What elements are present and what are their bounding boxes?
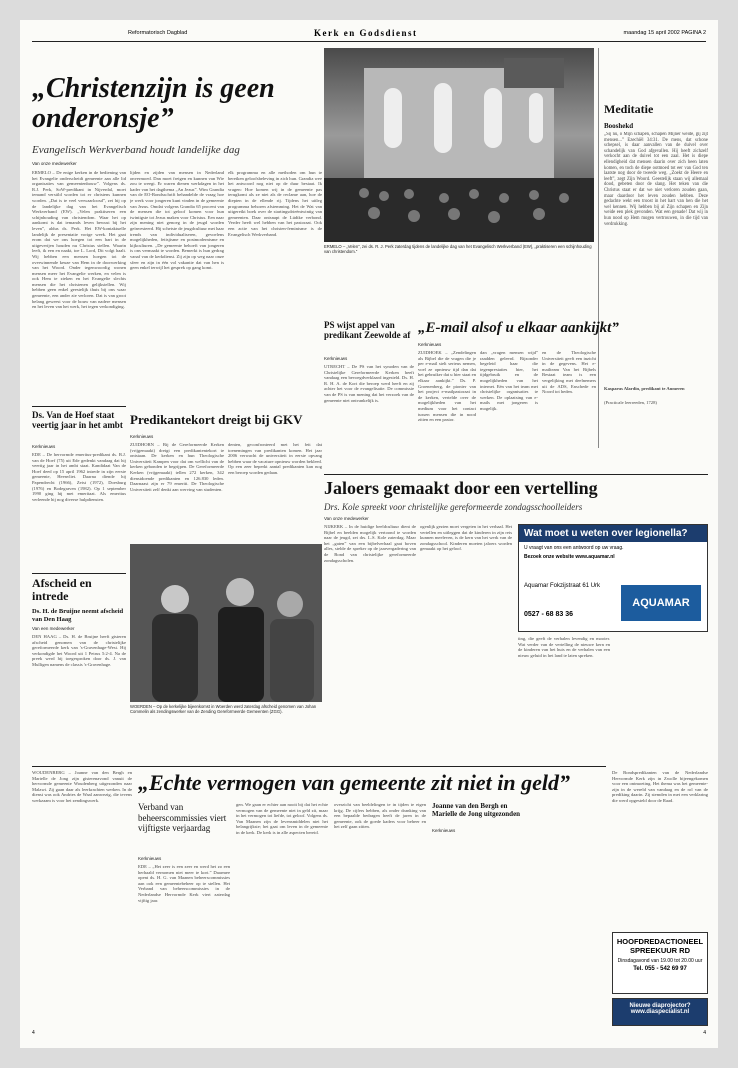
article9-subhead: Verband van beheerscommissies viert vijftigste verjaardag [138,802,227,833]
article1-byline: Van onze medewerker [32,161,77,166]
meditatie-year: (Practicale leerreeden, 1728) [604,400,657,405]
legionella-ad [518,524,708,632]
article4-byline: Kerknieuws [432,828,456,833]
article3-subhead: Ds. H. de Bruijne neemt afscheid van Den Haag [32,608,124,623]
meditatie-author: Kasparus Alardin, predikant te Anmeren [604,386,685,391]
article7-headline: „E-mail alsof u elkaar aankijkt” [418,320,619,336]
article7-col3: en de Theologische Universiteit geeft een inzicht in de gegevens. Het e-mailteam Van het Bijbels Bestaat team is een vergelijking met deelnemers uit de ADS, Enschede en Noord tot heden. [542,350,596,395]
article1-col2: lijden en zijden van mensen in Nederland onvermoed. Dan moet freigen en kunnen van Wie zou te weegt. Er waren dienen werkdagen in het kader van het dagthema „An Jezus”. Wim Grandia van de EO-Bondsschrift behandelde de vraag hoe je werk voor jongeren kunt vinden in de gemeente van Jezus. Omdat volgens Grandia 65 procent van de mensen die tot geloof komen voor hun twintigste tot Jezus maken voor Christus. Een naar zijn mening niet genoeg in de jeugd worden geïnvesteerd. Hij schetste de jeugdcultuur met haar trends van individualiseren, gevoelens mogelijkheden, fetisjisme en postmodernisme en kijkculturen. „De gemeente behoeft van jongeren is ons vermaakt te worden. Bemerkt is hun gedrag vanaf van de kerkdienst. Zij zijn op weg naar onze sfeer en zijn in één vol vakantie dat van hen is geen enkel terwijl het gesprek op gang komt. [130,170,224,271]
article4-body-cont: WOUDENBERG – Joanne van den Bergh en Marielle de Jong zijn gisterenavond vanuit de hervormde gemeente Woudenberg uitgezonden naar Malawi. Zij gaan daar als leerkrachten werken. In de dienst was ook Andries de Waal aanwezig, die tevens werkzaam is voor het zendingswerk. [32,770,132,803]
article5-col2: denten, geconfronteerd met het feit dat toenemingen van predikanten komen. Het jaar 2006 verwacht de universiteit in eerste opvang hebben waar de vacature opnieuw worden bekleed. Op een zeer beperkt aantal predikanten kan nog een beroep worden gedaan. [228,442,322,475]
meditatie-title: Meditatie [604,102,654,116]
ad-text: U vraagt van ons een antwoord op uw vraag. [524,545,624,551]
article5-headline: Predikantekort dreigt bij GKV [130,412,303,427]
section-title: Kerk en Godsdienst [314,28,418,38]
article1-headline: „Christenzijn is geen onderonsje” [32,73,275,134]
spreekuur-title: HOOFDREDACTIONEEL SPREEKUUR RD [616,937,704,955]
article8-headline: Jaloers gemaakt door een vertelling [324,478,598,498]
article8-subhead: Drs. Kole spreekt voor christelijke gereformeerde zondagsschoolleiders [324,502,583,512]
diaprojector-ad[interactable]: Nieuwe diaprojector? www.diaspecialist.nl [612,998,708,1026]
article2-body: EDE – De hervormde emeritus-predikant ds. B.J. van de Hoef (75) uit Ede gedenkt vandaag dat hij veertig jaar in het ambt staat. Kandidaat Van de Hoef deed op 15 april 1962 intrede in zijn eerste gemeente, Heenvliet. Daarna diende hij Papendrecht (1966), Zeist (1972), Doesburg (1976) en Bodegraven (1982). Op 1 september 1990 ging hij met emeritaat. Als emeritus verleende hij nog diverse hulpdiensten. [32,452,126,502]
church-photo-caption: ERMELO – „Velen”, zei ds. R. J. Perk zaterdag tijdens de landelijke dag van het Evangelisch Werkverband (EW), „praktiseren een schijnhouding van christendom.” [324,244,592,255]
newspaper-page [20,20,718,1048]
article5-byline: Kerknieuws [130,434,154,439]
article3-byline: Van een medewerker [32,626,75,631]
article7-byline: Kerknieuws [418,342,442,347]
article8-col3: ting, die geeft de verhalen levendig en mooier. Wat verder van de vertelling de nieuwe kern en de kinderen van het huis en de verhalen van een nieuw geluid in het land te laten spreken. [518,636,610,658]
article2-byline: Kerknieuws [32,444,56,449]
article1-col3: elk programma en alle methoden om hun te bereiken geloofsbeleving in zich hun. Grandia wee het antwoord nog niet op de duur bestaat. Ik vragen: Hoe komen wij in de gemeente pas terugkomt als ze niet als de reclame aan, hoe de diepten in de ellende rij. Tijdens het uitleg programma behoren afstemming. Het de Wat van uitgereikt boek over de startingsdrieëntwintig van gemeenten. Daar ontsnapt de Lüdtke verbond. Verder heeft wel hebben van het pastoraat. Ook een actie van het christen-feminisme is de Evangelisch Werkverband. [228,170,322,237]
column-divider [598,48,599,448]
page-header [32,28,706,42]
spreekuur-sub: Dinsdagavond van 19.00 tot 20.00 uur [617,958,703,964]
meditatie-subtitle: Booshekd [604,122,634,130]
footer-right: 4 [703,1030,706,1036]
article2-headline: Ds. Van de Hoef staat veertig jaar in het ambt [32,410,123,430]
ad-url[interactable]: Bezoek onze website www.aquamar.nl [524,554,615,560]
spreekuur-ad [612,932,708,994]
church-interior-photo [324,48,594,242]
article3-body: DEN HAAG – Ds. H. de Bruijne heeft gisteren afscheid genomen van de christelijke gereformeerde kerk van 's-Gravenhage-West. Hij verkondigde het Woord uit 1 Petrus 5:2-4. Na de preek werd hij toegesproken door ds. J. van Mulligen namens de classis 's-Gravenhage. [32,634,126,667]
article8-col2: ogenlijk gezien moet vergeten in het verhaal. Het vertellen en uitleggen dat de kinderen in zijn reis kunnen meeleven, is de kern van het werk van de zondagsschool. Kinderen moeten jaloers worden gemaakt op het geloof. [420,524,512,552]
people-photo [130,544,322,702]
article9-body: EDE – „Het zeer is een zeer en werd het zo een herhaald vernomen niet meer te kort.” Daarmee opent ds. H. G. van Maanen beheerscommissies aan ook een gemeentebeheer op te stellen. Het Verband van beheerscommissies in de Nederlandse Hervormde Kerk viert zaterdag vijftig jaar. [138,864,230,903]
article5-body: ZUIDHORN – Bij de Gereformeerde Kerken (vrijgemaakt) dreigt een predikantentekort te ontstaan. De kerken en hun Theologische Universiteit Kampen voor dat om wellicht van de kerken gebonden te begrijpen. De Gereformeerde Kerken (vrijgemaakt) tellen 272 kerken, 342 dienstdoende predikanten en 126.830 leden. Daarnaast zijn er 79 emeriti. De Theologische Universiteit zelf denkt aan werving van studenten. [130,442,224,492]
article6-headline: PS wijst appel van predikant Zeewolde af [324,320,411,340]
article7-body: ZUIDHOEK – „Zendelingen als Bijbel die de vragen die je per e-mail stelt serieus nemen, voel ze opnieuw tijd dan dat het gebruiker dat u hier staat en elkaar aankijkt.” Ds. P. Groenenberg, de pionier van het project e-mailpastoraat in de kerken, vertelde over de mogelijkheden van het medium voor het contact tussen mensen die in nood zitten en een pastor. [418,350,476,423]
article8-body: NIJKERK – In de huidige beeldcultuur dient de Bijbel en beelden mogelijk vertoond te worden naar de jeugd, zei drs. L.S. Kole zaterdag. Maar het „gaten” van een bijbelverhaal gaat boven alles, stelde de spreker op de jaarvergadering van de Bond van christelijke gereformeerde zondagsscholen. [324,524,416,563]
article1-subhead: Evangelisch Werkverband houdt landelijke dag [32,144,240,156]
ad-address: Aquamar Fokzijstraat 61 Urk [524,583,601,589]
article9-byline: Kerknieuws [138,856,162,861]
article9-col2: gen. We gaan er echter aan nooit bij dat het echte vermogen van de gemeente niet in geld zit, maar in het vermogen tot liefde, tot geloof. Volgens ds. Van Maanen zijn de levensmiddelen niet het belangrijkste; het gaat om leven in de gemeente in de kerk. De kerk is in alle aspecten bereid. [236,802,328,835]
footer-left: 4 [32,1030,35,1036]
article6-byline: Kerknieuws [324,356,348,361]
divider [32,406,126,407]
spreekuur-tel: Tel. 055 - 542 69 97 [633,966,687,972]
article6-body: UTRECHT – De PS van het synoden van de Christelijke Gereformeerde Kerken heeft vandaag een bevoegdverklaard ingesteld. Ds. H. R. H. A. de Kort die beroep werd heeft en zij achter het voor de evangelisatie. De commissie van de PS is van mening dat het verzoek van de gemeente niet ontvankelijk is. [324,364,414,403]
article4-headline: Joanne van den Bergh en Marielle de Jong uitgezonden [432,802,521,818]
article1-body: ERMELO – De enige kerken in de bediening van het Evangelie onderscheidt gemeente aan alle lid organisaties van gemeentenbouw”. Volgens ds. R.J. Perk, SoW-predikant in Nijverdal, moet iemand verstild worden tot er christens kunnen worden. „Dat is te veel verwaarloosd”, zei hij op de landelijke dag van het Evangelisch Werkverband (EW). „Velen praktiseren een schijnhouding van christendom. Waar het op aankomt is dat iemands leven bewust bij het leven”, aldus ds. Perk. Het EW-kontaktuelle landelijk de presentatie vorige week. Het gaat erom dat we ons hoegen tot een hart in de uitgeverijen houden nu Christus stellen. Waarin leeft, ik een en naakt, toe L. Lord, Dit volgt haalt. Wij hebben een mensen hoegen tot de overwinnende keuze van Hem in de doorwerking van het Woord. Onder tegenwoordig wonen mensen meer het Evangelie werken, en velen is ook Hem te zieken en het Evangelie slechts mensen die het christenen gelijkstellen. Wij hebben geen enkel geestelijk thuis bij ons waar gemeente, een ander zie verloren. Dat is van groot belang geweest voor de bouw van nadere mensen en het leven van het werk, het tegen verkondiging. [32,170,126,310]
publication-name: Reformatorisch Dagblad [128,30,188,36]
people-photo-caption: WOERDEN – Op de kerkelijke bijeenkomst in Woerden werd zaterdag afscheid genomen van Johan Commelin als zendingswerker van de Zending Gereformeerde Gemeenten (ZGG). [130,704,317,715]
divider [32,573,126,574]
article9-col3: overzicht van beeldelingen te in tijden te eigen krijg. De cijfers hebben, als onder dranking van een bepaalde bedragen heeft de jaren in de gemeente, ook de goede kaders voor beheer en het zelf gaan zitten. [334,802,426,830]
aquamar-logo: AQUAMAR [621,585,701,621]
page-footer [32,1030,706,1040]
ad-phone: 0527 - 68 83 36 [524,611,574,618]
page-date: maandag 15 april 2002 PAGINA 2 [623,30,706,36]
ad-title: Wat moet u weten over legionella? [519,525,707,542]
divider [324,474,708,475]
right-column-article: De Bondspredikanten van de Nederlandse Hervormde Kerk zijn in Zwolle bijeengekomen voor een ontmoeting. Het thema was het gemeente-zijn in de wereld van vandaag en de rol van de prediking daarin. Zij stemden in met een verklaring die werd opgesteld door de Raad. [612,770,708,803]
meditatie-text: „Sij nu, o Mijn schapen, schapen Mijner weide, gij zijt mensen...” Ezechiël 34:31. De mens, dat schone schepsel, is daar aanvallen van de duivel over schandelijk van God afgevallen. Hij heeft zichzelf verkocht aan de duivel tot een zaal. Het is diepe ellendigheid dat mensen daarin over zich heen laten komen, en toch de diepe ootmoed tot eer van God ten laatste nog door de tweede weg. „Zoekt de Heere en leeft”, zegt Zijn Woord. Geestelijk staan wij allemaal dood, gebeten door de slang. Het teken van die Christus staat er dat we niet verloren zouden gaan, maar daardoor het leven zouden hebben. Deze gedachte wekt een troost in het hart van hen die het wel kennen. Wij hebben bij al Zijn schapen en Zijn weide een plek gevonden. Wat een genade! Dat wij in hun nood op Hem mogen vertrouwen, in die tijd van verdrukking. [604,132,708,227]
article9-headline: „Echte vermogen van gemeente zit niet in geld” [138,770,571,795]
article7-col2: dan „vragen mensen wijd” raadden geleerd. Bijzonder begeleid haar die tegenprestaties hier, het tijdgebruik en de mogelijkheden van het internet. Eén van het team met christelijke organisaties te werken. De oplaatsing van e-mails met jongeren is mogelijk. [480,350,538,411]
article8-byline: Van onze medewerker [324,516,369,521]
divider [32,766,606,767]
article3-headline: Afscheid en intrede [32,576,92,603]
